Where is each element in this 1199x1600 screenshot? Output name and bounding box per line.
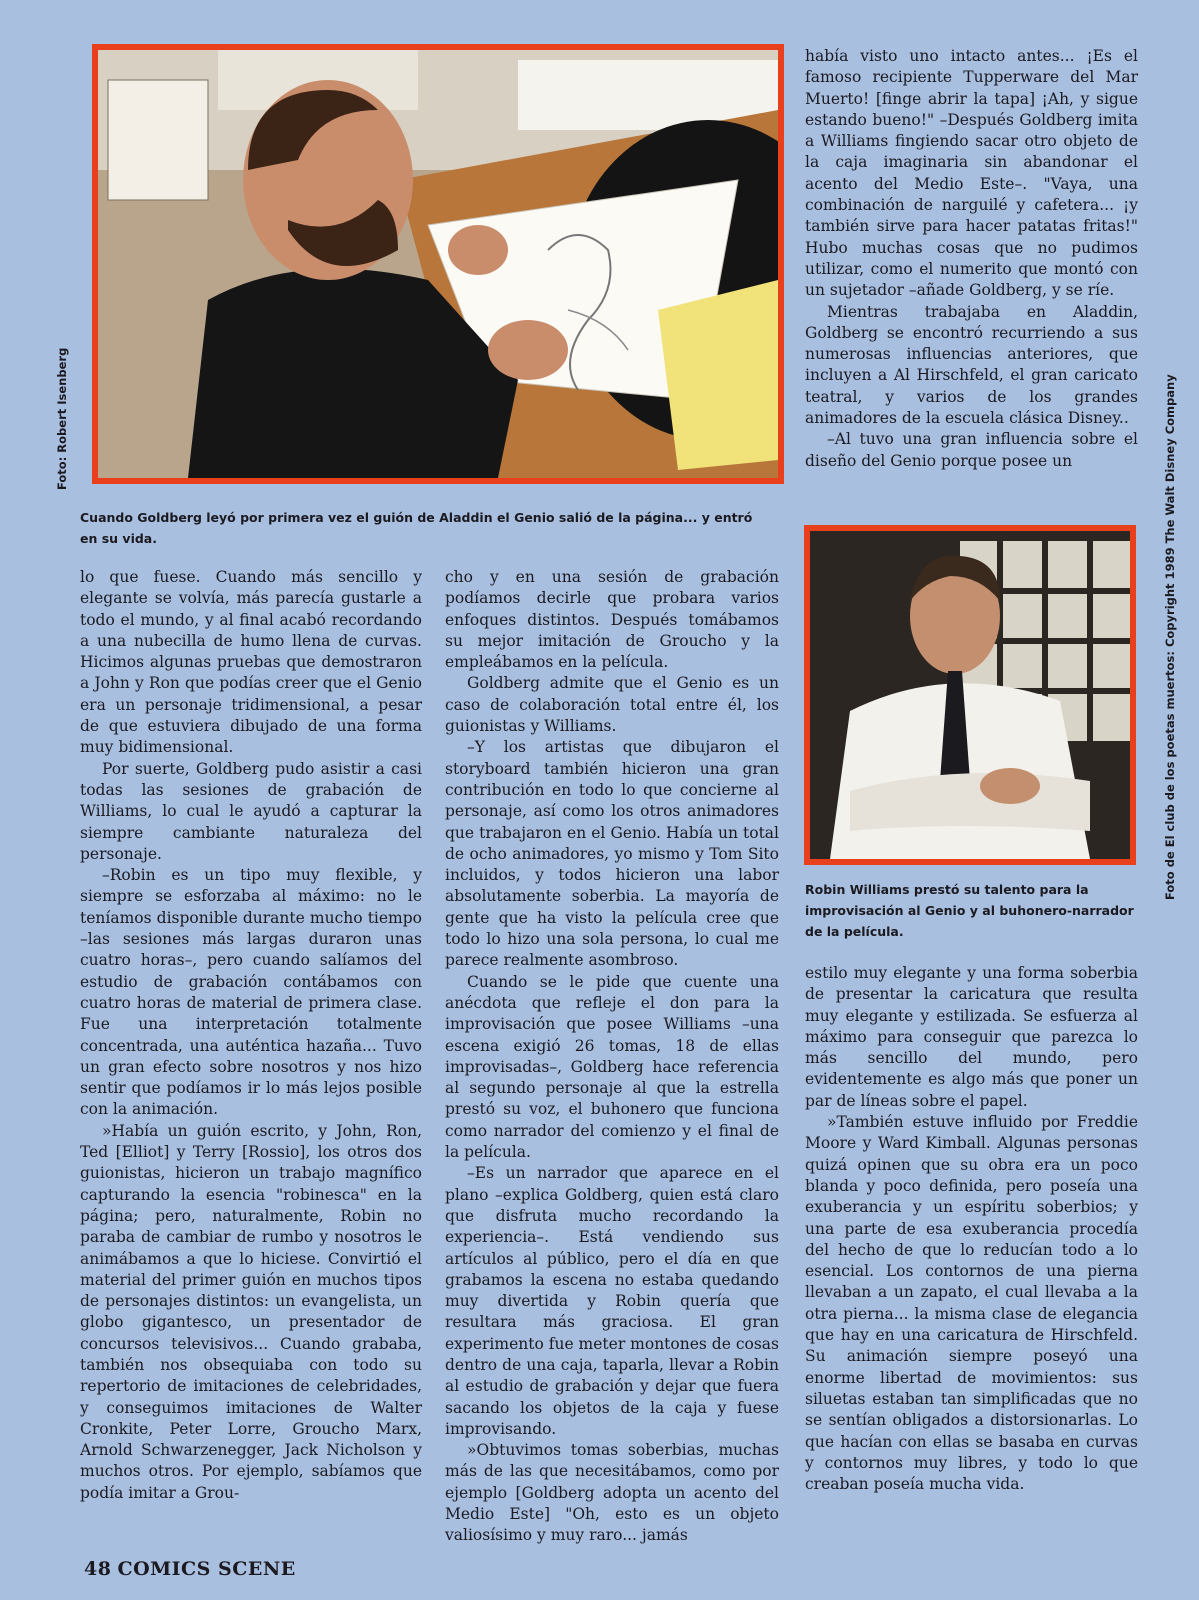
paragraph: Goldberg admite que el Genio es un caso de colaboración total entre él, los guionistas y Williams. [445,674,779,736]
robin-williams-photo-illustration [810,531,1130,859]
article-column-right-bottom [805,963,1138,1495]
paragraph: cho y en una sesión de grabación podíamos decirle que probara varios enfoques distintos. Después tomábamos su mejor imitación de Groucho y la empleábamos en la película. [445,568,779,672]
paragraph: »Obtuvimos tomas soberbias, muchas más de las que necesitábamos, como por ejemplo [Goldberg adopta un acento del Medio Este] "Oh, esto es un objeto valiosísimo y muy raro... jamás [445,1441,779,1545]
animator-photo-illustration [98,50,778,478]
paragraph: Mientras trabajaba en Aladdin, Goldberg se encontró recurriendo a sus numerosas influencias anteriores, que incluyen a Al Hirschfeld, el gran caricato teatral, y varios de los grandes animadores de la escuela clásica Disney.. [805,302,1138,428]
paragraph: lo que fuese. Cuando más sencillo y elegante se volvía, más parecía gustarle a todo el mundo, y al final acabó recordando a una nubecilla de humo llena de curvas. Hicimos algunas pruebas que demostraron a John y Ron que podías creer que el Genio era un personaje tridimensional, a pesar de que estuviera dibujado de una forma muy bidimensional. [80,568,422,757]
paragraph: –Al tuvo una gran influencia sobre el diseño del Genio porque posee un [805,430,1138,470]
photo-credit-right: Foto de El club de los poetas muertos: Copyright 1989 The Walt Disney Company [1163,374,1177,900]
article-column-middle [445,567,779,1547]
magazine-name: COMICS SCENE [117,1558,296,1580]
paragraph: había visto uno intacto antes... ¡Es el famoso recipiente Tupperware del Mar Muerto! [finge abrir la tapa] ¡Ah, y sigue estando bueno!" –Después Goldberg imita a Williams fingiendo sacar otro objeto de la caja imaginaria sin abandonar el acento del Medio Este–. "Vaya, una combinación de narguilé y cafetera... ¡y también sirve para hacer patatas fritas!" Hubo muchas cosas que no pudimos utilizar, como el numerito que montó con un sujetador –añade Goldberg, y se ríe. [805,47,1138,300]
photo-caption-right: Robin Williams prestó su talento para la improvisación al Genio y al buhonero-narrador de la película. [805,882,1134,939]
paragraph: –Es un narrador que aparece en el plano –explica Goldberg, quien está claro que disfruta mucho recordando la experiencia–. Está vendiendo sus artículos al público, pero el día en que grabamos la escena no estaba quedando muy divertida y Robin quería que resultara más graciosa. El gran experimento fue meter montones de cosas dentro de una caja, taparla, llevar a Robin al estudio de grabación y dejar que fuera sacando los objetos de la caja y fuese improvisando. [445,1164,779,1438]
paragraph: Cuando se le pide que cuente una anécdota que refleje el don para la improvisación que posee Williams –una escena exigió 26 tomas, 18 de ellas improvisadas–, Goldberg hace referencia al segundo personaje al que la estrella prestó su voz, el buhonero que funciona como narrador del comienzo y el final de la película. [445,972,779,1162]
paragraph: estilo muy elegante y una forma soberbia de presentar la caricatura que resulta muy elegante y estilizada. Se esfuerza al máximo para conseguir que parezca lo más sencillo del mundo, pero evidentemente es algo más que poner un par de líneas sobre el papel. [805,964,1138,1110]
paragraph: »También estuve influido por Freddie Moore y Ward Kimball. Algunas personas quizá opinen que su obra era un poco blanda y poco definida, pero poseía una exuberancia y un espíritu soberbios; y una parte de esa exuberancia procedía del hecho de que lo reducían todo a lo esencial. Los contornos de una pierna llevaban a un zapato, el cual llevaba a la otra pierna... la misma clase de elegancia que hay en una caricatura de Hirschfeld. Su animación siempre poseyó una enorme libertad de movimientos: sus siluetas estaban tan simplificadas que no se sentían obligados a distorsionarlas. Lo que hacían con ellas se basaba en curvas y contornos muy libres, y todo lo que creaban poseía mucha vida. [805,1113,1138,1494]
photo-caption-top: Cuando Goldberg leyó por primera vez el guión de Aladdin el Genio salió de la página... y entró en su vida. [80,510,753,546]
paragraph: Por suerte, Goldberg pudo asistir a casi todas las sesiones de grabación de Williams, lo cual le ayudó a capturar la siempre cambiante naturaleza del personaje. [80,759,422,863]
photo-credit-left: Foto: Robert Isenberg [55,347,69,490]
animator-photo [92,44,784,484]
article-column-right-top [805,46,1138,472]
paragraph: –Y los artistas que dibujaron el storyboard también hicieron una gran contribución en todo lo que concierne al personaje, así como los otros animadores que trabajaron en el Genio. Había un total de ocho animadores, yo mismo y Tom Sito incluidos, y todos hicieron una labor absolutamente soberbia. La mayoría de gente que ha visto la película cree que todo lo hizo una sola persona, lo cual me parece realmente asombroso. [445,738,779,970]
paragraph: –Robin es un tipo muy flexible, y siempre se esforzaba al máximo: no le teníamos disponible durante mucho tiempo –las sesiones más largas duraron unas cuatro horas–, pero cuando salíamos del estudio de grabación contábamos con cuatro horas de material de primera clase. Fue una interpretación totalmente concentrada, una auténtica hazaña... Tuvo un gran efecto sobre nosotros y nos hizo sentir que podíamos ir lo más lejos posible con la animación. [80,866,422,1119]
page-number: 48 [84,1558,112,1580]
page-footer [84,1558,302,1580]
article-column-left [80,567,422,1504]
paragraph: »Había un guión escrito, y John, Ron, Ted [Elliot] y Terry [Rossio], los otros dos guionistas, hicieron un trabajo magnífico capturando la esencia "robinesca" en la página; pero, naturalmente, Robin no paraba de cambiar de rumbo y nosotros le animábamos a que lo hiciese. Convirtió el material del primer guión en muchos tipos de personajes distintos: un evangelista, un globo gigantesco, un presentador de concursos televisivos... Cuando grababa, también nos obsequiaba con todo su repertorio de imitaciones de celebridades, y conseguimos imitaciones de Walter Cronkite, Peter Lorre, Groucho Marx, Arnold Schwarzenegger, Jack Nicholson y muchos otros. Por ejemplo, sabíamos que podía imitar a Grou- [80,1121,422,1502]
robin-williams-photo [804,525,1136,865]
